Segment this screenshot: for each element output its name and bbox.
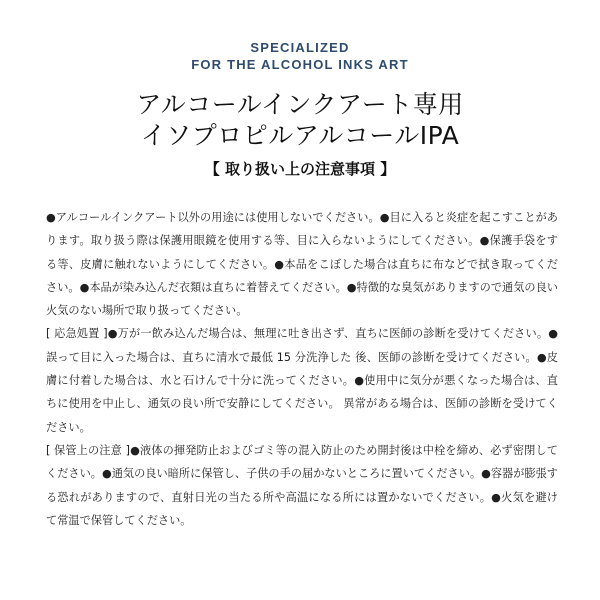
first-aid-paragraph: [ 応急処置 ]●万が一飲み込んだ場合は、無理に吐き出さず、直ちに医師の診断を受けてください。●誤って目に入った場合は、直ちに清水で最低 15 分洗浄した 後、医師の診断を受けてください。●皮膚に付着した場合は、水と石けんで十分に洗ってください。●使用中に気分が悪くなった場合は、直ちに使用を中止し、通気の良い所で安静にしてください。 異常がある場合は、医師の診断を受けてください。 — [46, 327, 558, 434]
caution-body — [46, 206, 558, 532]
general-cautions-paragraph: ●アルコールインクアート以外の用途には使用しないでください。●目に入ると炎症を起こすことがあります。取り扱う際は保護用眼鏡を使用する等、目に入らないようにしてください。●保護手袋をする等、皮膚に触れないようにしてください。●本品をこぼした場合は直ちに布などで拭き取ってください。●本品が染み込んだ衣類は直ちに着替えてください。●特徴的な臭気がありますので通気の良い火気のない場所で取り扱ってください。 — [46, 211, 558, 318]
storage-cautions-paragraph: [ 保管上の注意 ]●液体の揮発防止およびゴミ等の混入防止のため開封後は中栓を締め、必ず密閉してください。●通気の良い暗所に保管し、子供の手の届かないところに置いてください。●容器が膨張する恐れがありますので、直射日光の当たる所や高温になる所には置かないでください。●火気を避けて常温で保管してください。 — [46, 443, 558, 527]
product-title-line-2: イソプロピルアルコールIPA — [140, 121, 460, 150]
eyebrow-line-2: FOR THE ALCOHOL INKS ART — [191, 57, 409, 72]
product-title-line-1: アルコールインクアート専用 — [136, 90, 464, 119]
eyebrow-line-1: SPECIALIZED — [250, 40, 350, 55]
section-heading: 【 取り扱い上の注意事項 】 — [204, 160, 396, 178]
